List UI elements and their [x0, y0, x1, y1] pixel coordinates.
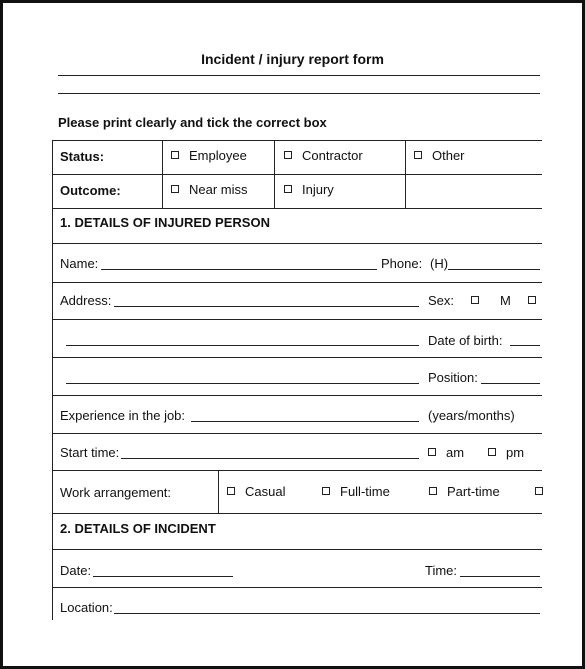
cell-divider	[405, 140, 406, 208]
option-label: am	[446, 445, 465, 460]
outcome-label: Outcome:	[60, 183, 121, 198]
outcome-option-near-miss[interactable]	[171, 182, 248, 197]
dob-label: Date of birth:	[428, 333, 503, 348]
section-heading-incident: 2. DETAILS OF INCIDENT	[60, 521, 216, 536]
start-time-field[interactable]	[121, 458, 419, 459]
row-divider	[52, 433, 542, 434]
checkbox[interactable]	[171, 151, 179, 159]
cell-divider	[274, 140, 275, 208]
checkbox[interactable]	[227, 487, 235, 495]
row-divider	[52, 470, 542, 471]
option-label: Contractor	[302, 148, 363, 163]
checkbox[interactable]	[171, 185, 179, 193]
status-option-employee[interactable]	[171, 148, 247, 163]
work-arrangement-label: Work arrangement:	[60, 485, 172, 500]
work-option-casual[interactable]	[227, 484, 285, 499]
title-rule-top	[58, 75, 540, 76]
address-label: Address:	[60, 293, 112, 308]
address-field-line-2[interactable]	[66, 345, 419, 346]
option-label: Full-time	[340, 484, 390, 499]
time-field[interactable]	[460, 576, 540, 577]
row-divider	[52, 549, 542, 550]
section-heading-injured-person: 1. DETAILS OF INJURED PERSON	[60, 215, 270, 230]
date-label: Date:	[60, 563, 92, 578]
row-divider	[52, 357, 542, 358]
row-divider	[52, 174, 542, 175]
status-option-contractor[interactable]	[284, 148, 363, 163]
row-divider	[52, 140, 542, 141]
dob-field[interactable]	[510, 345, 540, 346]
sex-m-label: M	[500, 293, 511, 308]
start-time-am-option[interactable]	[428, 445, 464, 460]
sex-checkbox-m[interactable]	[471, 296, 479, 304]
checkbox[interactable]	[322, 487, 330, 495]
phone-label: Phone:	[381, 256, 423, 271]
option-label: pm	[506, 445, 525, 460]
option-label: Casual	[245, 484, 286, 499]
checkbox[interactable]	[284, 151, 292, 159]
phone-home-label: (H)	[430, 256, 449, 271]
option-label: Part-time	[447, 484, 500, 499]
address-field-line-3[interactable]	[66, 383, 419, 384]
start-time-label: Start time:	[60, 445, 120, 460]
work-option-extra-checkbox[interactable]	[535, 487, 543, 495]
location-label: Location:	[60, 600, 113, 615]
phone-field[interactable]	[448, 269, 540, 270]
sex-checkbox-f[interactable]	[528, 296, 536, 304]
experience-label: Experience in the job:	[60, 408, 186, 423]
status-label: Status:	[60, 149, 105, 164]
option-label: Employee	[189, 148, 247, 163]
table-left-border	[52, 140, 53, 620]
experience-field[interactable]	[191, 421, 419, 422]
row-divider	[52, 395, 542, 396]
start-time-pm-option[interactable]	[488, 445, 524, 460]
instruction-text: Please print clearly and tick the correct box	[58, 115, 327, 130]
option-label: Other	[432, 148, 465, 163]
position-label: Position:	[428, 370, 478, 385]
row-divider	[52, 243, 542, 244]
checkbox[interactable]	[284, 185, 292, 193]
date-field[interactable]	[93, 576, 233, 577]
location-field[interactable]	[114, 613, 540, 614]
name-label: Name:	[60, 256, 99, 271]
row-divider	[52, 587, 542, 588]
address-field-line-1[interactable]	[114, 306, 419, 307]
checkbox[interactable]	[429, 487, 437, 495]
cell-divider	[218, 470, 219, 513]
row-divider	[52, 513, 542, 514]
work-option-part-time[interactable]	[429, 484, 500, 499]
row-divider	[52, 282, 542, 283]
form-title: Incident / injury report form	[201, 51, 384, 67]
checkbox[interactable]	[428, 448, 436, 456]
row-divider	[52, 208, 542, 209]
cell-divider	[162, 140, 163, 208]
experience-unit-label: (years/months)	[428, 408, 515, 423]
checkbox[interactable]	[488, 448, 496, 456]
name-field[interactable]	[101, 269, 377, 270]
outcome-option-injury[interactable]	[284, 182, 334, 197]
checkbox[interactable]	[414, 151, 422, 159]
sex-label: Sex:	[428, 293, 455, 308]
time-label: Time:	[425, 563, 458, 578]
option-label: Injury	[302, 182, 334, 197]
status-option-other[interactable]	[414, 148, 465, 163]
option-label: Near miss	[189, 182, 248, 197]
position-field[interactable]	[481, 383, 540, 384]
title-rule-bottom	[58, 93, 540, 94]
work-option-full-time[interactable]	[322, 484, 390, 499]
row-divider	[52, 319, 542, 320]
